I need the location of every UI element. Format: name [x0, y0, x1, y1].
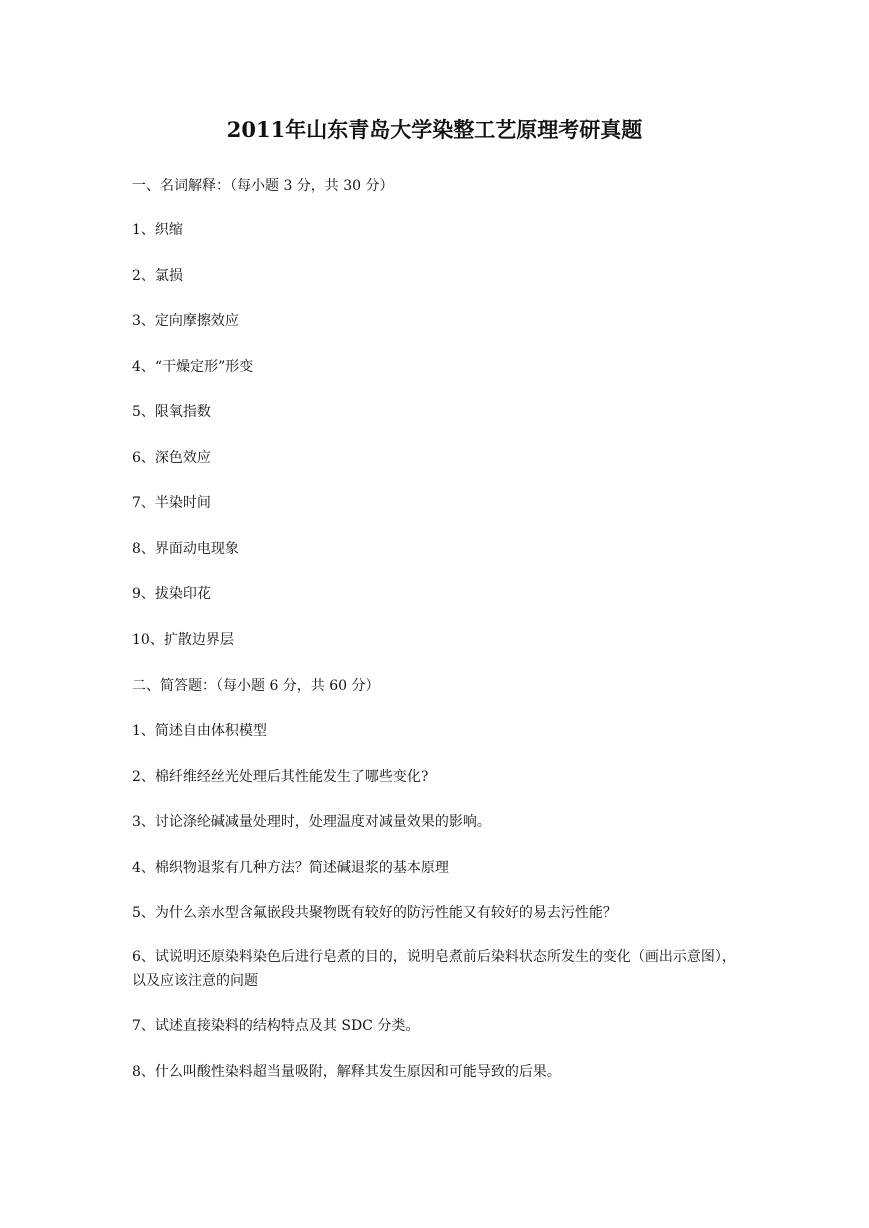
term-item-5: 5、限氧指数	[132, 404, 211, 420]
term-item-2: 2、氯损	[132, 268, 183, 284]
term-item-8: 8、界面动电现象	[132, 541, 239, 557]
question-item-8: 8、什么叫酸性染料超当量吸附，解释其发生原因和可能导致的后果。	[132, 1064, 561, 1080]
question-item-4: 4、棉织物退浆有几种方法？简述碱退浆的基本原理	[132, 860, 449, 876]
question-item-6: 6、试说明还原染料染色后进行皂煮的目的，说明皂煮前后染料状态所发生的变化（画出示意图），以及应该注意的问题	[132, 949, 736, 989]
question-item-5: 5、为什么亲水型含氟嵌段共聚物既有较好的防污性能又有较好的易去污性能？	[132, 905, 617, 921]
term-item-1: 1、织缩	[132, 222, 183, 238]
term-item-7: 7、半染时间	[132, 495, 211, 511]
question-item-1: 1、简述自由体积模型	[132, 723, 267, 739]
question-item-3: 3、讨论涤纶碱减量处理时，处理温度对减量效果的影响。	[132, 814, 491, 830]
question-item-2: 2、棉纤维经丝光处理后其性能发生了哪些变化?	[132, 769, 429, 785]
section-2-heading: 二、简答题：（每小题 6 分，共 60 分）	[132, 678, 380, 694]
term-item-9: 9、拔染印花	[132, 586, 211, 602]
term-item-6: 6、深色效应	[132, 450, 211, 466]
document-title: 2011年山东青岛大学染整工艺原理考研真题	[226, 117, 643, 142]
section-1-heading: 一、名词解释：（每小题 3 分，共 30 分）	[132, 178, 394, 194]
term-item-10: 10、扩散边界层	[132, 632, 234, 648]
term-item-3: 3、定向摩擦效应	[132, 313, 239, 329]
question-item-7: 7、试述直接染料的结构特点及其 SDC 分类。	[132, 1018, 420, 1034]
term-item-4: 4、“干燥定形”形变	[132, 359, 254, 375]
